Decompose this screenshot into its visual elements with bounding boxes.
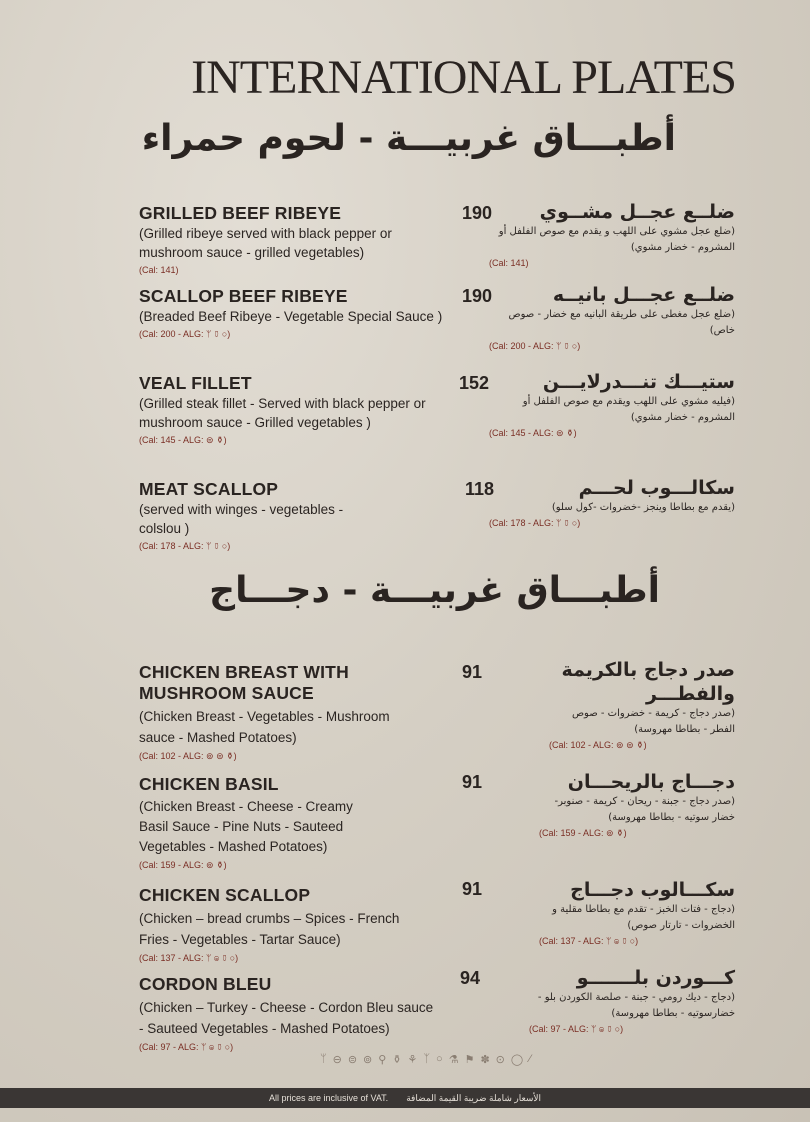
item-name: CHICKEN BREAST WITH MUSHROOM SAUCE <box>139 662 349 703</box>
menu-item-ar <box>485 370 735 439</box>
item-name: CHICKEN SCALLOP <box>139 885 311 905</box>
allergen-icon: ⚲ <box>378 1054 387 1066</box>
item-price: 190 <box>462 203 493 223</box>
footer-bar <box>0 1088 810 1108</box>
item-name-ar: ضلــع عجـــل بانيــه <box>552 284 735 306</box>
item-calories: (Cal: 145 - ALG: ⊜ ⚱) <box>139 435 227 445</box>
menu-item-en <box>139 774 459 871</box>
item-calories: (Cal: 97 - ALG: ᛘ ⊜ ⚱ ○) <box>139 1042 234 1052</box>
menu-item-en <box>139 203 459 275</box>
item-description-ar: (يقدم مع بطاطا وينجز -خضروات -كول سلو) <box>551 502 735 513</box>
item-calories: (Cal: 178 - ALG: ᛘ ⚱ ○) <box>139 541 231 551</box>
item-description: (Chicken – Turkey - Cheese - Cordon Bleu sauce - Sauteed Vegetables - Mashed Potatoes) <box>139 1000 434 1036</box>
allergen-icon: ⚘ <box>407 1054 418 1066</box>
item-calories-ar: (Cal: 159 - ALG: ⊚ ⚱) <box>539 828 627 838</box>
allergen-icon: ⊚ <box>363 1054 373 1066</box>
allergen-icon: ⊖ <box>332 1054 342 1066</box>
allergen-icon: ᛉ <box>423 1053 431 1065</box>
item-calories-ar: (Cal: 97 - ALG: ᛘ ⊜ ⚱ ○) <box>529 1024 624 1034</box>
item-name: CORDON BLEU <box>139 974 272 994</box>
menu-item-ar <box>485 283 735 351</box>
item-description: (Breaded Beef Ribeye - Vegetable Special Sauce ) <box>139 309 443 324</box>
item-calories-ar: (Cal: 102 - ALG: ⊚ ⊜ ⚱) <box>549 740 647 750</box>
item-description-ar: (ضلع عجل مغطى على طريقة البانيه مع خضار - صوص خاص) <box>508 309 735 336</box>
allergen-icon: ✽ <box>480 1054 490 1066</box>
item-calories-ar: (Cal: 137 - ALG: ᛘ ⊜ ⚱ ○) <box>539 936 639 946</box>
item-name-ar: ستيـــك تنـــدرلايـــن <box>542 371 735 393</box>
item-name: SCALLOP BEEF RIBEYE <box>139 286 348 306</box>
menu-item-ar <box>535 878 735 946</box>
item-price: 91 <box>462 879 483 899</box>
allergen-icon: ○ <box>436 1053 443 1065</box>
item-price: 94 <box>460 968 481 988</box>
item-name: VEAL FILLET <box>139 373 252 393</box>
item-name-ar: سكالـــوب لحـــم <box>578 477 735 499</box>
item-description-ar: (دجاج - فتات الخبز - تقدم مع بطاطا مقلية و الخضروات - تارتار صوص) <box>552 904 735 931</box>
menu-item-en <box>139 974 459 1052</box>
item-name-ar: كـــوردن بلـــــــو <box>576 967 735 989</box>
menu-item-ar <box>545 658 735 751</box>
menu-item-en <box>139 286 459 339</box>
item-price: 190 <box>462 286 493 306</box>
menu-item-ar <box>535 770 735 839</box>
footer-vat-ar: الأسعار شاملة ضريبة القيمة المضافة <box>406 1092 542 1103</box>
allergen-icon: ⁄ <box>529 1053 532 1065</box>
allergen-icon: ⚱ <box>392 1054 402 1066</box>
item-name-ar: صدر دجاج بالكريمة والفطـــر <box>561 659 735 705</box>
menu-item-ar <box>525 966 735 1034</box>
allergen-icons-legend <box>320 1053 531 1066</box>
item-description: (Grilled steak fillet - Served with black pepper or mushroom sauce - Grilled vegetables ) <box>139 396 426 430</box>
section-title-red-meat: أطبـــاق غربيـــة - لحوم حمراء <box>141 118 676 159</box>
menu-item-en <box>139 479 459 551</box>
item-description-ar: (فيليه مشوي على اللهب ويقدم مع صوص الفلفل أو المشروم - خضار مشوي) <box>522 396 735 423</box>
item-calories-ar: (Cal: 178 - ALG: ᛘ ⚱ ○) <box>489 518 581 528</box>
item-name-ar: دجـــاج بالريحـــان <box>567 771 735 793</box>
item-calories: (Cal: 200 - ALG: ᛘ ⚱ ○) <box>139 329 231 339</box>
section-title-chicken: أطبـــاق غربيـــة - دجـــاج <box>209 570 660 611</box>
item-calories: (Cal: 137 - ALG: ᛘ ⊜ ⚱ ○) <box>139 953 239 963</box>
item-calories-ar: (Cal: 200 - ALG: ᛘ ⚱ ○) <box>489 341 581 351</box>
menu-item-ar <box>485 476 735 528</box>
item-price: 152 <box>459 373 490 393</box>
item-description-ar: (صدر دجاج - جبنة - ريحان - كريمة - صنوبر- خضار سوتيه - بطاطا مهروسة) <box>554 796 735 823</box>
item-calories: (Cal: 159 - ALG: ⊚ ⚱) <box>139 860 227 870</box>
item-price: 91 <box>462 772 483 792</box>
item-description-ar: (صدر دجاج - كريمة - خضروات - صوص الفطر - بطاطا مهروسة) <box>571 708 735 735</box>
allergen-icon: ⚗ <box>448 1054 459 1066</box>
item-calories-ar: (Cal: 141) <box>489 258 529 268</box>
item-description-ar: (ضلع عجل مشوي على اللهب و يقدم مع صوص الفلفل أو المشروم - خضار مشوي) <box>498 226 735 253</box>
item-calories: (Cal: 141) <box>139 265 179 275</box>
menu-item-en <box>139 373 459 446</box>
page-title: INTERNATIONAL PLATES <box>191 51 736 104</box>
item-name-ar: سكـــالوب دجـــاج <box>570 879 735 901</box>
item-price: 91 <box>462 662 483 682</box>
menu-item-ar <box>485 200 735 268</box>
item-description-ar: (دجاج - ديك رومي - جبنة - صلصة الكوردن بلو - خضارسوتيه - بطاطا مهروسة) <box>537 992 735 1019</box>
item-calories: (Cal: 102 - ALG: ⊚ ⊜ ⚱) <box>139 751 237 761</box>
item-description: (Chicken Breast - Cheese - Creamy Basil Sauce - Pine Nuts - Sauteed Vegetables - Mashed Potatoes) <box>139 799 353 854</box>
footer-vat-en: All prices are inclusive of VAT. <box>268 1093 389 1103</box>
menu-item-en <box>139 662 459 762</box>
allergen-icon: ⚑ <box>464 1054 475 1066</box>
allergen-icon: ⊙ <box>495 1054 505 1066</box>
item-calories-ar: (Cal: 145 - ALG: ⊜ ⚱) <box>489 428 577 438</box>
item-description: (served with winges - vegetables - colslou ) <box>139 502 344 536</box>
item-name-ar: ضلــع عجــل مشــوي <box>539 201 735 223</box>
menu-item-en <box>139 885 459 963</box>
item-description: (Chicken – bread crumbs – Spices - French Fries - Vegetables - Tartar Sauce) <box>139 911 400 947</box>
item-name: MEAT SCALLOP <box>139 479 279 499</box>
allergen-icon: ⊜ <box>347 1054 358 1066</box>
item-name: GRILLED BEEF RIBEYE <box>139 203 342 223</box>
item-price: 118 <box>465 479 495 499</box>
allergen-icon: ◯ <box>510 1054 524 1066</box>
item-name: CHICKEN BASIL <box>139 774 279 794</box>
item-description: (Chicken Breast - Vegetables - Mushroom sauce - Mashed Potatoes) <box>139 709 390 745</box>
allergen-icon: ᛘ <box>320 1053 327 1065</box>
item-description: (Grilled ribeye served with black pepper or mushroom sauce - grilled vegetables) <box>139 226 392 260</box>
